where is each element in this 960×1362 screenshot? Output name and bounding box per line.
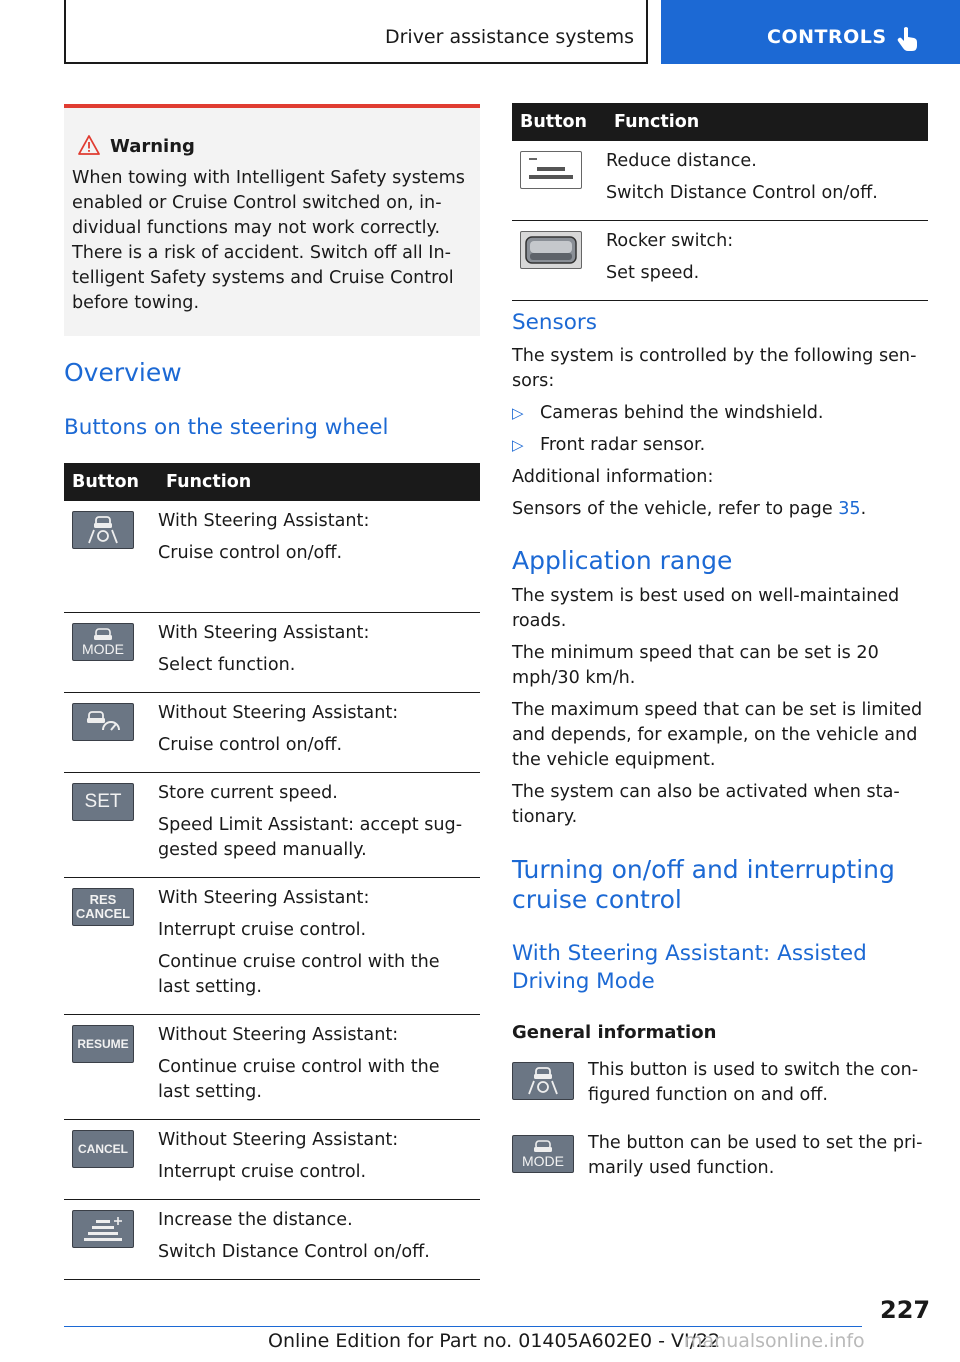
list-item: ▷ Cameras behind the windshield. bbox=[512, 401, 824, 426]
table-row bbox=[64, 501, 480, 612]
row-line: Without Steering Assistant: bbox=[158, 1024, 399, 1045]
overview-heading: Overview bbox=[64, 358, 182, 387]
additional-information: Additional information: bbox=[512, 467, 714, 487]
row-line: With Steering Assistant: bbox=[158, 511, 370, 531]
res-button-text: RES bbox=[89, 891, 117, 907]
table-row bbox=[512, 221, 928, 301]
increase-distance-icon bbox=[72, 1210, 134, 1248]
application-paragraph: The minimum speed that can be set is 20 mph/30 km/h. bbox=[512, 643, 879, 688]
row-line: Without Steering Assistant: bbox=[158, 702, 399, 723]
assisted-driving-icon bbox=[72, 511, 134, 549]
pointing-hand-icon bbox=[897, 26, 919, 56]
warning-text: When towing with Intelligent Safety systems enabled or Cruise Control switched on, in-dividual functions may not work correctly. There is a risk of accident. Switch off all In-telligent Safety systems and Cruise Control before towing. bbox=[72, 168, 465, 313]
assisted-driving-icon bbox=[512, 1062, 574, 1100]
cruise-control-icon bbox=[72, 703, 134, 741]
buttons-table-right bbox=[512, 103, 928, 301]
footer-divider bbox=[64, 1326, 862, 1327]
table-row bbox=[64, 612, 480, 692]
buttons-table-left bbox=[64, 463, 480, 1280]
resume-button-icon bbox=[72, 1025, 134, 1063]
resume-button-text: RESUME bbox=[77, 1036, 129, 1051]
warning-triangle-icon bbox=[78, 135, 100, 159]
row-line: Without Steering Assistant: bbox=[158, 1129, 399, 1150]
watermark: manualsonline.info bbox=[684, 1330, 865, 1352]
warning-box bbox=[64, 104, 480, 336]
page-number: 227 bbox=[880, 1296, 931, 1324]
row-line: Increase the distance. bbox=[158, 1209, 353, 1230]
edition-text: Online Edition for Part no. 01405A602E0 - VI/22 bbox=[268, 1330, 721, 1352]
row-line: Continue cruise control with the last setting. bbox=[158, 1056, 440, 1102]
controls-tab-label: CONTROLS bbox=[767, 26, 887, 48]
column-header-button: Button bbox=[512, 103, 606, 141]
row-line: Cruise control on/off. bbox=[158, 543, 343, 563]
row-line: Reduce distance. bbox=[606, 151, 757, 171]
row-line: Interrupt cruise control. bbox=[158, 919, 367, 940]
item-description: This button is used to switch the con-figured function on and off. bbox=[588, 1060, 919, 1105]
table-row bbox=[64, 1199, 480, 1279]
column-header-function: Function bbox=[158, 463, 480, 501]
res-cancel-button-icon bbox=[72, 888, 134, 926]
rocker-switch-icon bbox=[520, 231, 582, 269]
mode-button-text: MODE bbox=[82, 640, 124, 657]
set-button-text: SET bbox=[84, 790, 122, 812]
row-line: Continue cruise control with the last setting. bbox=[158, 951, 440, 997]
application-range-heading: Application range bbox=[512, 546, 733, 575]
row-line: Switch Distance Control on/off. bbox=[606, 183, 878, 203]
row-line: Rocker switch: bbox=[606, 231, 734, 251]
bullet-triangle-icon: ▷ bbox=[512, 436, 524, 454]
table-row bbox=[64, 877, 480, 1014]
mode-button-icon bbox=[512, 1135, 574, 1173]
application-paragraph: The maximum speed that can be set is limited and depends, for example, on the vehicle and the vehicle equipment. bbox=[512, 700, 923, 770]
list-item bbox=[512, 1058, 928, 1108]
header-section-box bbox=[64, 0, 648, 64]
application-paragraph: The system is best used on well-maintained roads. bbox=[512, 586, 900, 631]
sensors-heading: Sensors bbox=[512, 310, 597, 335]
table-row bbox=[64, 1014, 480, 1119]
reduce-distance-icon bbox=[520, 151, 582, 189]
row-line: Store current speed. bbox=[158, 782, 338, 803]
row-line: Set speed. bbox=[606, 263, 700, 283]
controls-tab[interactable] bbox=[661, 0, 960, 64]
application-paragraph: The system can also be activated when sta-tionary. bbox=[512, 782, 900, 827]
cancel-button-text: CANCEL bbox=[75, 905, 131, 921]
cancel-button-label: CANCEL bbox=[78, 1141, 128, 1156]
warning-title: Warning bbox=[110, 136, 195, 157]
table-row bbox=[64, 1119, 480, 1199]
list-item bbox=[512, 1131, 928, 1181]
cancel-button-icon bbox=[72, 1130, 134, 1168]
item-description: The button can be used to set the pri-marily used function. bbox=[588, 1133, 923, 1178]
set-button-icon bbox=[72, 783, 134, 821]
table-row bbox=[64, 772, 480, 877]
column-header-button: Button bbox=[64, 463, 158, 501]
row-line: With Steering Assistant: bbox=[158, 887, 370, 908]
row-line: Select function. bbox=[158, 654, 296, 675]
table-row bbox=[64, 692, 480, 772]
row-line: Cruise control on/off. bbox=[158, 734, 343, 755]
steering-wheel-buttons-heading: Buttons on the steering wheel bbox=[64, 415, 389, 440]
general-information-heading: General information bbox=[512, 1022, 717, 1043]
bullet-triangle-icon: ▷ bbox=[512, 404, 524, 422]
page-link[interactable]: 35 bbox=[838, 499, 861, 519]
assisted-driving-mode-heading: With Steering Assistant: Assisted Driving Mode bbox=[512, 941, 867, 994]
sensors-intro: The system is controlled by the following sen-sors: bbox=[512, 346, 917, 391]
list-item: ▷ Front radar sensor. bbox=[512, 433, 705, 458]
sensor-reference: Sensors of the vehicle, refer to page 35. bbox=[512, 499, 867, 519]
section-title: Driver assistance systems bbox=[384, 26, 634, 48]
row-line: Interrupt cruise control. bbox=[158, 1161, 367, 1182]
turning-on-off-heading: Turning on/off and interrupting cruise control bbox=[512, 855, 895, 914]
mode-button-icon bbox=[72, 623, 134, 661]
mode-button-text: MODE bbox=[522, 1153, 564, 1169]
column-header-function: Function bbox=[606, 103, 928, 141]
row-line: With Steering Assistant: bbox=[158, 622, 370, 643]
row-line: Speed Limit Assistant: accept sug-gested speed manually. bbox=[158, 814, 463, 860]
table-row bbox=[512, 141, 928, 221]
row-line: Switch Distance Control on/off. bbox=[158, 1241, 430, 1262]
